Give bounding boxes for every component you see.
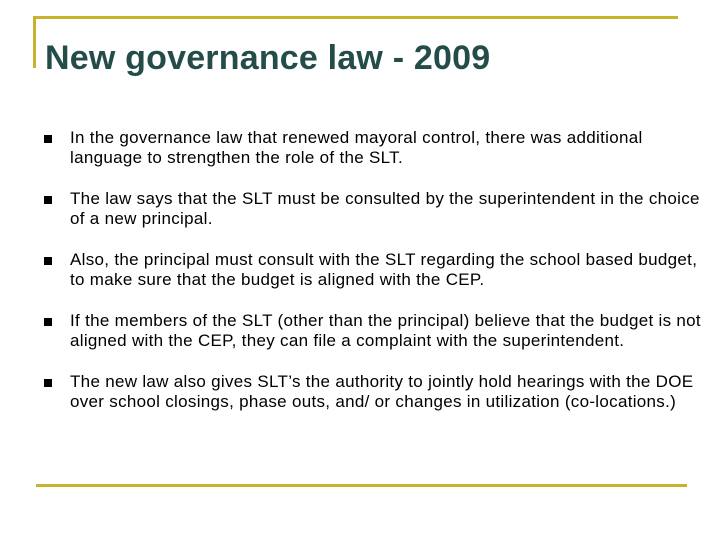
bullet-text: Also, the principal must consult with the SLT regarding the school based budget, to make sure that the budget is aligned with the CEP. [70,250,698,289]
square-bullet-icon [44,135,52,143]
square-bullet-icon [44,379,52,387]
square-bullet-icon [44,257,52,265]
bullet-item [42,311,702,351]
bullet-text: The new law also gives SLT’s the authority to jointly hold hearings with the DOE over school closings, phase outs, and/ or changes in utilization (co-locations.) [70,372,694,411]
bullet-text: If the members of the SLT (other than the principal) believe that the budget is not aligned with the CEP, they can file a complaint with the superintendent. [70,311,701,350]
frame-left-rule [33,16,36,68]
slide-title: New governance law - 2009 [45,39,491,77]
bullet-item [42,250,702,290]
bullet-text: In the governance law that renewed mayoral control, there was additional language to strengthen the role of the SLT. [70,128,643,167]
frame-top-rule [33,16,678,19]
bullet-text: The law says that the SLT must be consulted by the superintendent in the choice of a new principal. [70,189,700,228]
bullet-item [42,128,702,168]
bullet-item [42,372,702,412]
bullet-item [42,189,702,229]
bullet-list [42,128,702,433]
square-bullet-icon [44,318,52,326]
square-bullet-icon [44,196,52,204]
frame-bottom-rule [36,484,687,487]
